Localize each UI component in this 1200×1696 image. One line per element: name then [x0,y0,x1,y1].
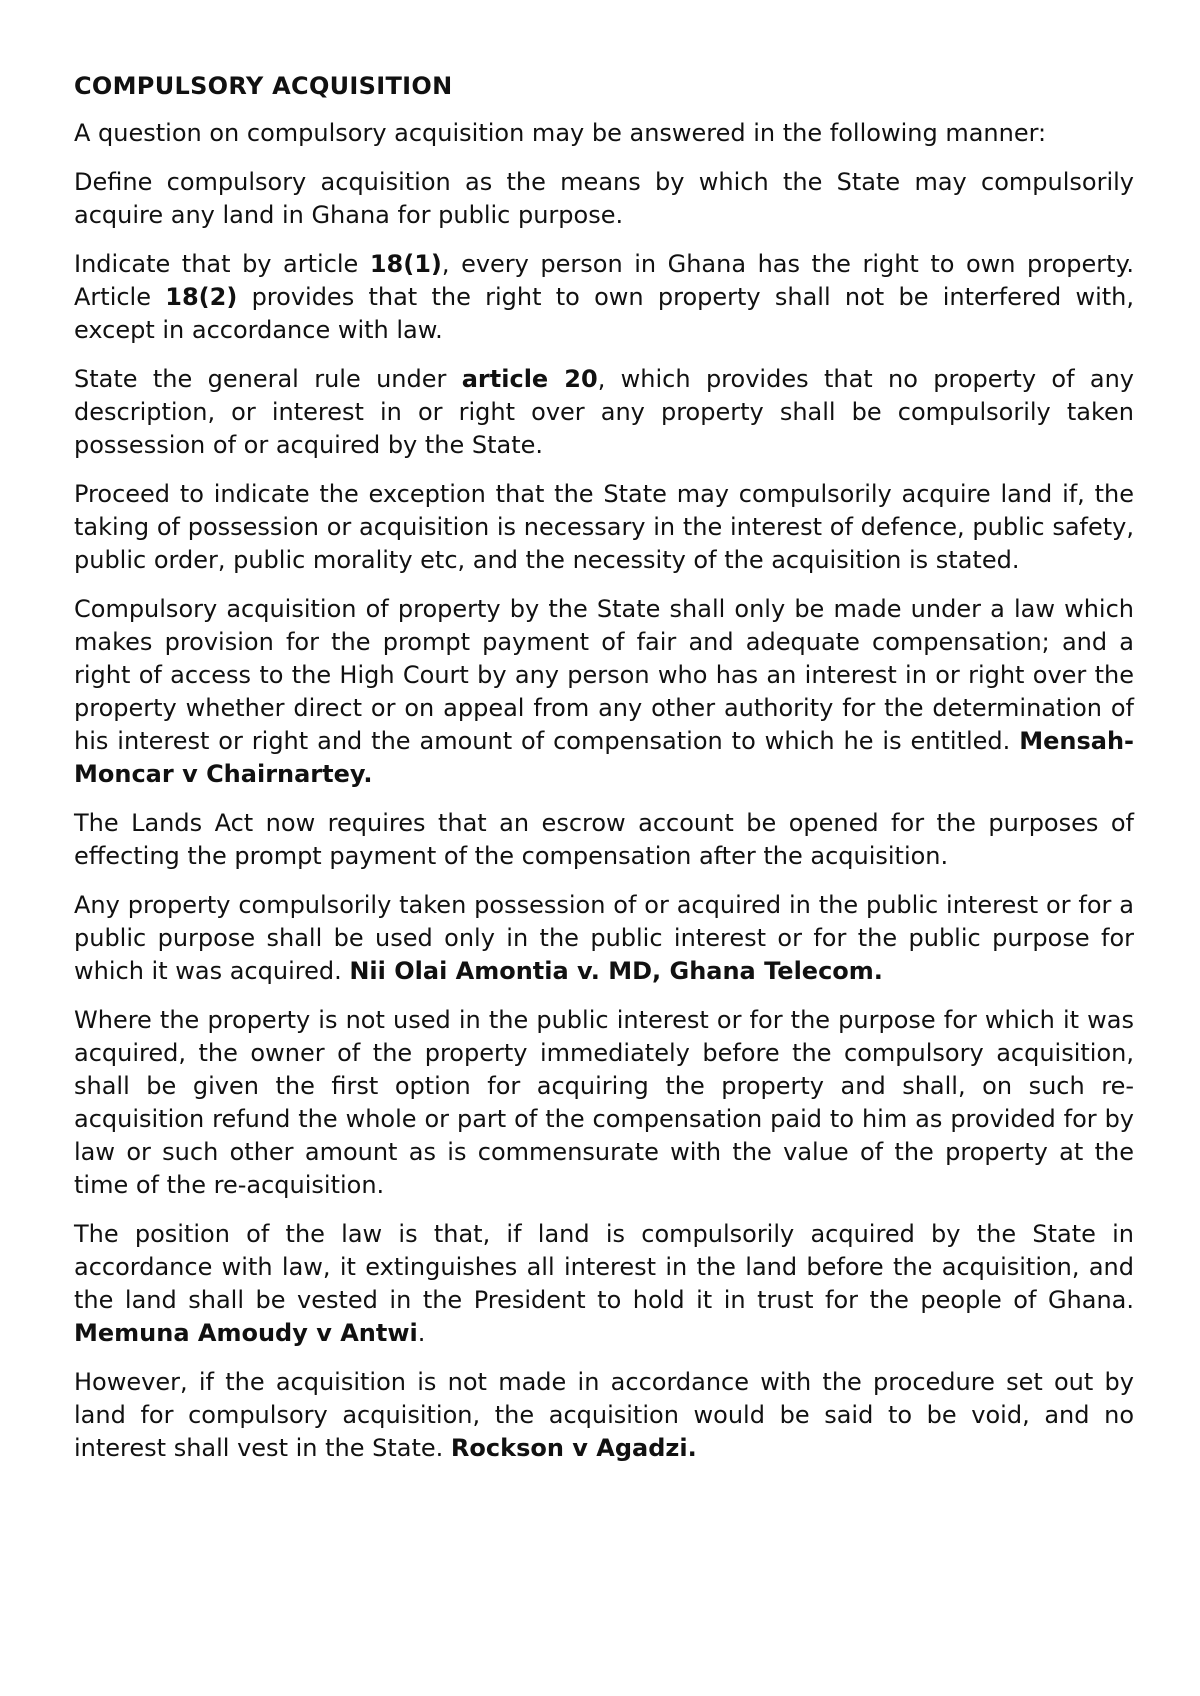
paragraph-text: State the general rule under [74,365,462,393]
document-body [74,117,1134,1465]
paragraph [74,1218,1134,1350]
paragraph [74,889,1134,988]
paragraph-text: However, if the acquisition is not made in accordance with the procedure set out by land for compulsory acquisition, the acquisition would be said to be void, and no interest shall vest in the State. [74,1368,1134,1462]
document-page [74,70,1134,1481]
paragraph [74,1004,1134,1202]
paragraph [74,593,1134,791]
bold-citation: 18(2) [165,283,238,311]
bold-citation: Memuna Amoudy v Antwi [74,1319,418,1347]
paragraph-text: Any property compulsorily taken possession of or acquired in the public interest or for a public purpose shall be used only in the public interest or for the public purpose for which it was acquired. [74,891,1134,985]
paragraph [74,1366,1134,1465]
bold-citation: article 20 [461,365,598,393]
bold-citation: Rockson v Agadzi. [450,1434,697,1462]
document-title: COMPULSORY ACQUISITION [74,72,453,100]
bold-citation: Nii Olai Amontia v. MD, Ghana Telecom. [349,957,883,985]
paragraph-text: Indicate that by article [74,250,370,278]
paragraph [74,807,1134,873]
paragraph-text: A question on compulsory acquisition may be answered in the following manner: [74,119,1047,147]
paragraph-text: provides that the right to own property shall not be interfered with, except in accordance with law. [74,283,1135,344]
paragraph-text: The Lands Act now requires that an escrow account be opened for the purposes of effecting the prompt payment of the compensation after the acquisition. [74,809,1134,870]
bold-citation: 18(1) [369,250,442,278]
paragraph [74,478,1134,577]
bold-citation: Mensah-Moncar v Chairnartey. [74,727,1134,788]
paragraph [74,166,1134,232]
paragraph-text: . [417,1319,426,1347]
paragraph-text: Where the property is not used in the public interest or for the purpose for which it was acquired, the owner of the property immediately before the compulsory acquisition, shall be given the first option for acquiring the property and shall, on such re-acquisition refund the whole or part of the compensation paid to him as provided for by law or such other amount as is commensurate with the value of the property at the time of the re-acquisition. [74,1006,1134,1199]
paragraph-text: Define compulsory acquisition as the means by which the State may compulsorily acquire any land in Ghana for public purpose. [74,168,1134,229]
paragraph [74,363,1134,462]
paragraph-text: , which provides that no property of any description, or interest in or right over any property shall be compulsorily taken possession of or acquired by the State. [74,365,1135,459]
paragraph-text: Proceed to indicate the exception that the State may compulsorily acquire land if, the taking of possession or acquisition is necessary in the interest of defence, public safety, public order, public morality etc, and the necessity of the acquisition is stated. [74,480,1134,574]
paragraph [74,117,1134,150]
paragraph-text: , every person in Ghana has the right to own property. Article [74,250,1134,311]
paragraph-text: The position of the law is that, if land is compulsorily acquired by the State in accordance with law, it extinguishes all interest in the land before the acquisition, and the land shall be vested in the President to hold it in trust for the people of Ghana. [74,1220,1134,1314]
paragraph [74,248,1134,347]
paragraph-text: Compulsory acquisition of property by the State shall only be made under a law which makes provision for the prompt payment of fair and adequate compensation; and a right of access to the High Court by any person who has an interest in or right over the property whether direct or on appeal from any other authority for the determination of his interest or right and the amount of compensation to which he is entitled. [74,595,1134,755]
